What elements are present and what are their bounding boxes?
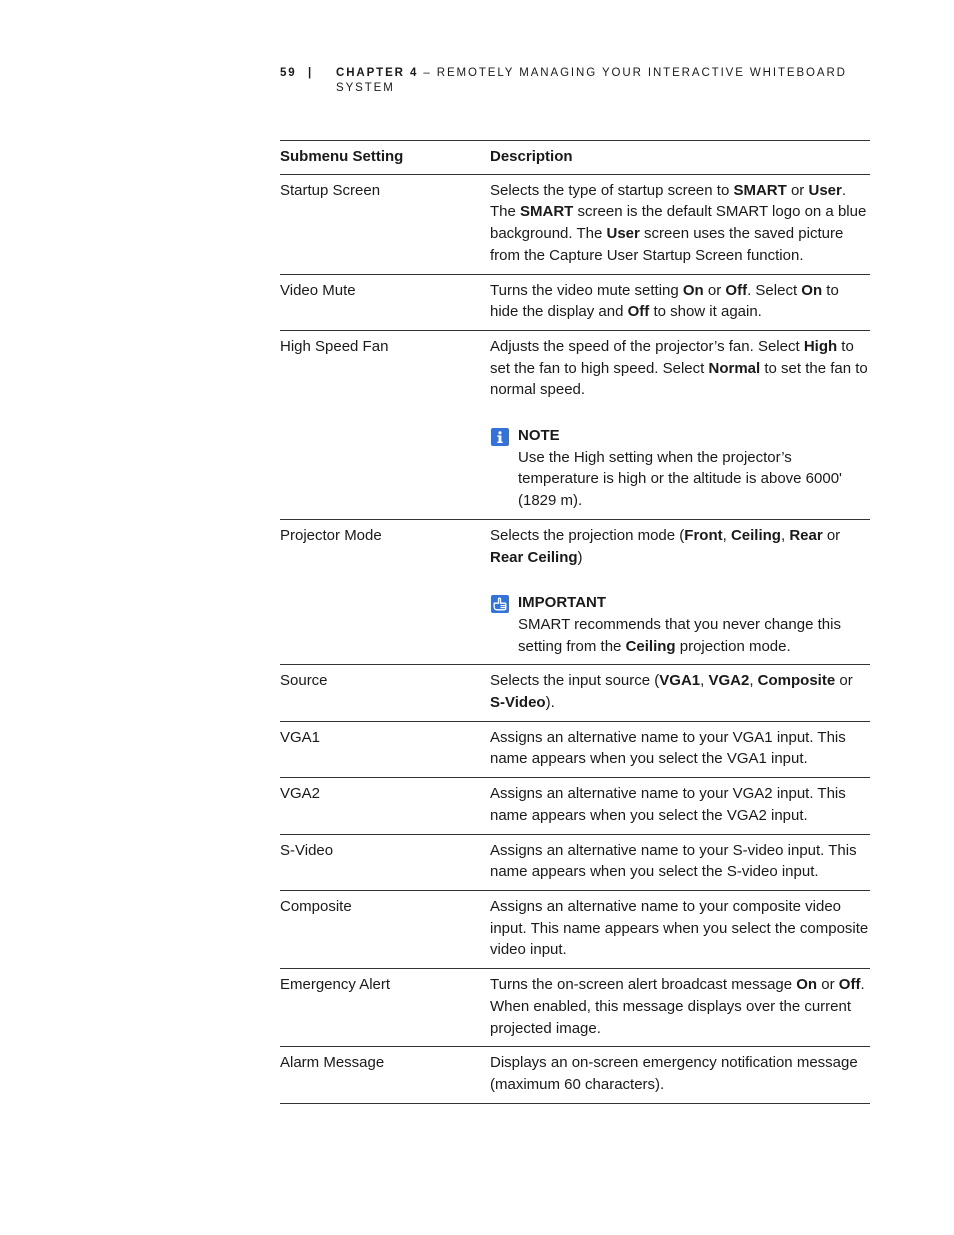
setting-description bbox=[490, 330, 870, 519]
description-text bbox=[490, 525, 870, 568]
text-run: ). bbox=[545, 694, 555, 712]
bold-term: Normal bbox=[708, 359, 761, 377]
setting-name: Source bbox=[280, 672, 328, 690]
chapter-title bbox=[336, 66, 856, 96]
setting-name: VGA2 bbox=[280, 785, 321, 803]
setting-description bbox=[490, 174, 870, 274]
chapter-name: – REMOTELY MANAGING YOUR INTERACTIVE WHITEBOARD SYSTEM bbox=[336, 67, 847, 94]
description-text bbox=[490, 974, 870, 1039]
text-run: , bbox=[722, 526, 731, 544]
text-run: Use the High setting when the projector’s temperature is high or the altitude is above 6000' (1829 m). bbox=[518, 448, 842, 510]
setting-name: Emergency Alert bbox=[280, 976, 391, 994]
table-row bbox=[280, 721, 870, 777]
setting-description bbox=[490, 778, 870, 834]
setting-name: Composite bbox=[280, 897, 352, 915]
text-run: or bbox=[703, 281, 726, 299]
description-text bbox=[490, 336, 870, 401]
text-run: Turns the on-screen alert broadcast message bbox=[490, 976, 797, 994]
text-run: to set the fan to high speed. Select bbox=[490, 337, 854, 377]
bold-term: Rear Ceiling bbox=[490, 548, 578, 566]
bold-term: Composite bbox=[757, 672, 836, 690]
setting-description bbox=[490, 665, 870, 721]
bold-term: SMART bbox=[733, 181, 787, 199]
callout-title: IMPORTANT bbox=[518, 594, 607, 612]
bold-term: SMART bbox=[520, 203, 574, 221]
setting-name: VGA1 bbox=[280, 728, 321, 746]
setting-description bbox=[490, 1047, 870, 1103]
bold-term: S-Video bbox=[490, 694, 546, 712]
table-row bbox=[280, 274, 870, 330]
setting-description bbox=[490, 890, 870, 968]
text-run: Assigns an alternative name to your composite video input. This name appears when you select the composite video input. bbox=[490, 897, 869, 959]
description-text bbox=[490, 783, 870, 826]
text-run: . When enabled, this message displays over the current projected image. bbox=[490, 976, 865, 1037]
table-row bbox=[280, 1047, 870, 1103]
text-run: screen uses the saved picture from the Capture User Startup Screen function. bbox=[490, 225, 844, 264]
bold-term: On bbox=[682, 281, 704, 299]
text-run: projection mode. bbox=[675, 637, 791, 655]
pointing-hand-icon bbox=[491, 595, 509, 613]
bold-term: VGA2 bbox=[708, 672, 750, 690]
table-row bbox=[280, 834, 870, 890]
bold-term: Ceiling bbox=[625, 637, 676, 655]
bold-term: Off bbox=[725, 281, 748, 299]
description-text bbox=[490, 280, 870, 323]
table-row bbox=[280, 969, 870, 1047]
setting-name: Startup Screen bbox=[280, 181, 381, 199]
column-header-setting: Submenu Setting bbox=[280, 148, 404, 165]
setting-description bbox=[490, 969, 870, 1047]
table-row bbox=[280, 665, 870, 721]
table-row bbox=[280, 330, 870, 519]
text-run: Assigns an alternative name to your VGA1 input. This name appears when you select the VGA1 input. bbox=[490, 728, 846, 768]
description-text bbox=[490, 180, 870, 267]
table-body bbox=[280, 174, 870, 1103]
text-run: Assigns an alternative name to your VGA2 input. This name appears when you select the VGA2 input. bbox=[490, 785, 846, 824]
bold-term: User bbox=[808, 181, 842, 199]
text-run: , bbox=[780, 526, 790, 544]
text-run: or bbox=[822, 526, 841, 544]
bold-term: VGA1 bbox=[659, 672, 701, 690]
text-run: Displays an on-screen emergency notification message (maximum 60 characters). bbox=[490, 1054, 858, 1093]
text-run: ) bbox=[577, 548, 583, 566]
text-run: , bbox=[749, 672, 758, 690]
setting-name: Video Mute bbox=[280, 281, 356, 299]
bold-term: On bbox=[801, 281, 823, 299]
text-run: to set the fan to normal speed. bbox=[490, 359, 868, 399]
bold-term: Off bbox=[838, 976, 861, 994]
bold-term: Rear bbox=[789, 526, 823, 544]
note-callout bbox=[490, 425, 870, 512]
callout-title: NOTE bbox=[518, 427, 560, 445]
description-text bbox=[490, 1052, 870, 1095]
description-text bbox=[490, 670, 870, 713]
bold-term: Front bbox=[684, 526, 723, 544]
settings-table bbox=[280, 140, 870, 1104]
important-callout bbox=[490, 592, 870, 657]
text-run: Turns the video mute setting bbox=[490, 281, 683, 299]
description-text bbox=[490, 727, 870, 770]
column-header-description: Description bbox=[490, 148, 573, 165]
text-run: or bbox=[835, 672, 853, 690]
setting-name: High Speed Fan bbox=[280, 337, 389, 355]
text-run: or bbox=[786, 181, 809, 199]
table-row bbox=[280, 778, 870, 834]
description-text bbox=[490, 896, 870, 961]
callout-text bbox=[518, 614, 870, 657]
text-run: screen is the default SMART logo on a blue background. The bbox=[490, 203, 867, 243]
text-run: Selects the input source ( bbox=[490, 672, 660, 690]
chapter-label: CHAPTER 4 bbox=[336, 67, 419, 79]
text-run: , bbox=[700, 672, 709, 690]
table-row bbox=[280, 519, 870, 665]
setting-description bbox=[490, 834, 870, 890]
text-run: to hide the display and bbox=[490, 281, 839, 321]
text-run: to show it again. bbox=[649, 303, 762, 321]
bold-term: On bbox=[796, 976, 818, 994]
callout-text bbox=[518, 447, 870, 512]
bold-term: Ceiling bbox=[730, 526, 781, 544]
bold-term: User bbox=[606, 225, 640, 243]
bold-term: High bbox=[803, 337, 838, 355]
setting-name: Alarm Message bbox=[280, 1054, 385, 1072]
text-run: SMART recommends that you never change this setting from the bbox=[518, 615, 841, 655]
setting-description bbox=[490, 274, 870, 330]
setting-description bbox=[490, 721, 870, 777]
text-run: or bbox=[817, 976, 839, 994]
header-separator: | bbox=[308, 67, 314, 79]
table-header-row bbox=[280, 141, 870, 175]
info-icon bbox=[491, 428, 509, 446]
setting-name: Projector Mode bbox=[280, 526, 382, 544]
text-run: . The bbox=[490, 181, 847, 221]
bold-term: Off bbox=[627, 303, 650, 321]
text-run: Selects the type of startup screen to bbox=[490, 181, 734, 199]
text-run: . Select bbox=[747, 281, 802, 299]
table-row bbox=[280, 174, 870, 274]
page-number: 59 bbox=[280, 67, 297, 79]
text-run: Selects the projection mode ( bbox=[490, 526, 685, 544]
description-text bbox=[490, 840, 870, 883]
table-row bbox=[280, 890, 870, 968]
setting-description bbox=[490, 519, 870, 665]
text-run: Adjusts the speed of the projector’s fan. Select bbox=[490, 337, 804, 355]
setting-name: S-Video bbox=[280, 841, 334, 859]
text-run: Assigns an alternative name to your S-video input. This name appears when you select the S-video input. bbox=[490, 841, 857, 881]
